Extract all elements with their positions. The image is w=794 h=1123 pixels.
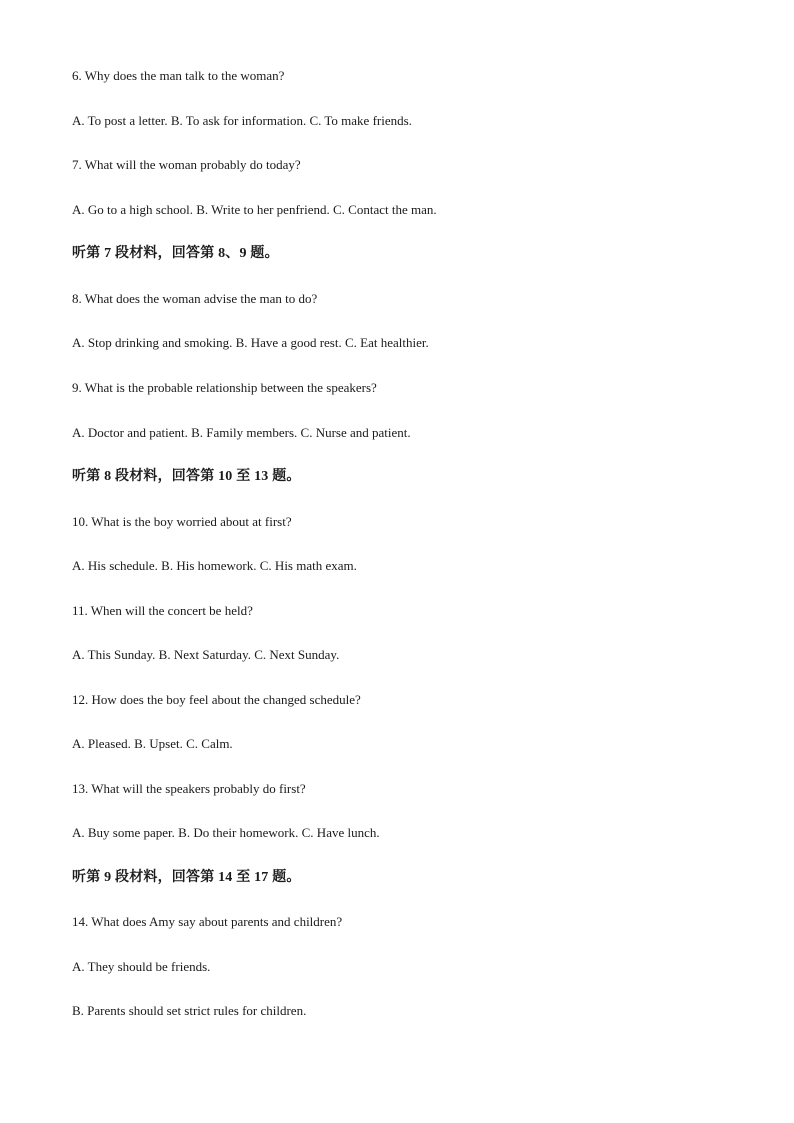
- question-14-option-b: B. Parents should set strict rules for children.: [72, 1003, 307, 1018]
- question-8-options: A. Stop drinking and smoking. B. Have a good rest. C. Eat healthier.: [72, 335, 429, 350]
- question-11-options: A. This Sunday. B. Next Saturday. C. Next Sunday.: [72, 647, 340, 662]
- question-11: 11. When will the concert be held?: [72, 603, 253, 618]
- section-heading-8: 听第 8 段材料，回答第 10 至 13 题。: [72, 469, 301, 484]
- question-8: 8. What does the woman advise the man to do?: [72, 291, 318, 306]
- question-12: 12. How does the boy feel about the changed schedule?: [72, 692, 361, 707]
- section-heading-7: 听第 7 段材料，回答第 8、9 题。: [72, 246, 279, 261]
- question-6: 6. Why does the man talk to the woman?: [72, 68, 285, 83]
- question-13-options: A. Buy some paper. B. Do their homework. C. Have lunch.: [72, 825, 380, 840]
- question-14-option-a: A. They should be friends.: [72, 959, 211, 974]
- question-14: 14. What does Amy say about parents and children?: [72, 914, 343, 929]
- question-10: 10. What is the boy worried about at first?: [72, 514, 292, 529]
- question-10-options: A. His schedule. B. His homework. C. His math exam.: [72, 558, 357, 573]
- question-13: 13. What will the speakers probably do first?: [72, 781, 306, 796]
- question-9-options: A. Doctor and patient. B. Family members. C. Nurse and patient.: [72, 425, 411, 440]
- question-9: 9. What is the probable relationship between the speakers?: [72, 380, 377, 395]
- question-12-options: A. Pleased. B. Upset. C. Calm.: [72, 736, 233, 751]
- question-7-options: A. Go to a high school. B. Write to her penfriend. C. Contact the man.: [72, 202, 437, 217]
- question-7: 7. What will the woman probably do today?: [72, 157, 301, 172]
- question-6-options: A. To post a letter. B. To ask for information. C. To make friends.: [72, 113, 412, 128]
- section-heading-9: 听第 9 段材料，回答第 14 至 17 题。: [72, 870, 301, 885]
